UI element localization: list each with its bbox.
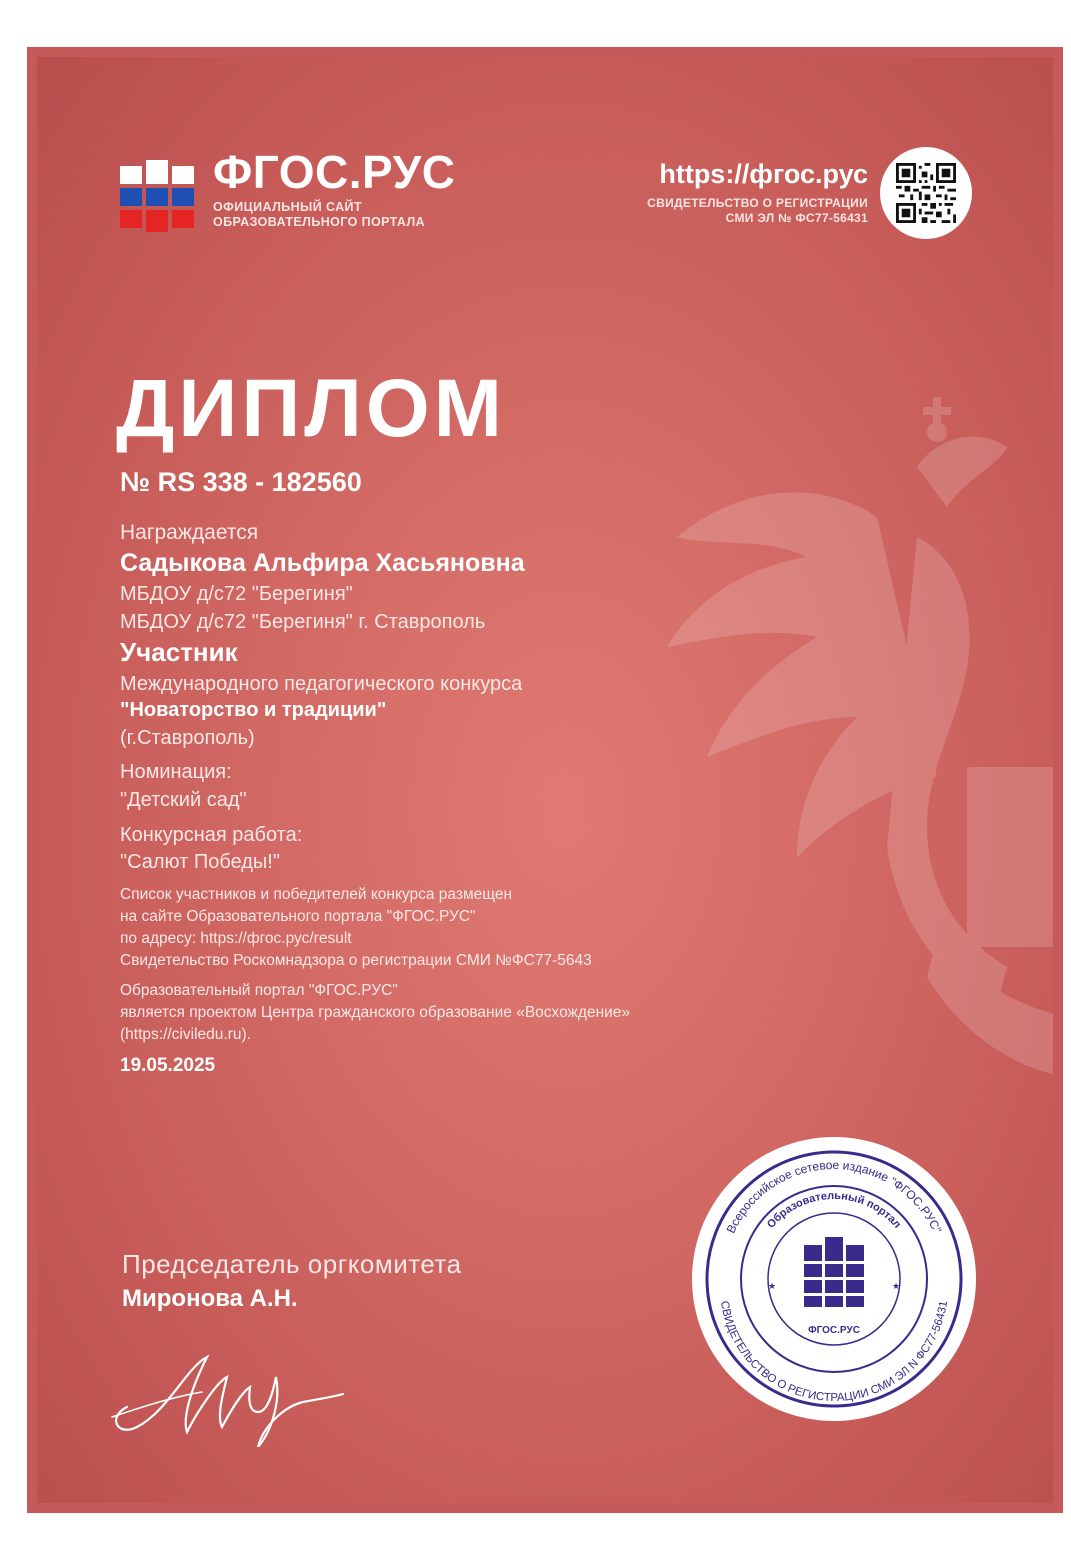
organization-line2: МБДОУ д/с72 "Берегиня" г. Ставрополь (120, 611, 486, 633)
stamp-inner-top-path: Образовательный портал (764, 1189, 904, 1231)
diploma-frame (27, 47, 1063, 1513)
portal-line3: (https://civiledu.ru). (120, 1026, 251, 1043)
chair-name: Миронова А.Н. (122, 1285, 298, 1312)
stamp-icon (692, 1137, 976, 1421)
stamp-ring-bottom-text (718, 1300, 950, 1404)
logo-subtitle-line2: ОБРАЗОВАТЕЛЬНОГО ПОРТАЛА (213, 215, 426, 229)
eagle-watermark-icon (637, 337, 1053, 1117)
awarded-label: Награждается (120, 521, 259, 544)
info-line2: на сайте Образовательного портала "ФГОС.РУС" (120, 908, 476, 925)
contest-line1: Международного педагогического конкурса (120, 673, 523, 695)
nomination-label: Номинация: (120, 761, 232, 783)
info-line1: Список участников и победителей конкурса размещен (120, 886, 513, 903)
registration-info (647, 196, 868, 226)
issue-date: 19.05.2025 (120, 1055, 216, 1076)
logo-subtitle-line1: ОФИЦИАЛЬНЫЙ САЙТ (213, 200, 362, 214)
info-line3: по адресу: https://фгос.рус/result (120, 930, 352, 947)
stamp-center-label: ФГОС.РУС (808, 1325, 860, 1336)
portal-line1: Образовательный портал "ФГОС.РУС" (120, 982, 398, 999)
stamp-building-icon (804, 1237, 864, 1307)
qr-code-icon (896, 163, 956, 223)
contest-location: (г.Ставрополь) (120, 727, 255, 749)
stamp-inner-top-text (765, 1190, 903, 1231)
diploma-number: № RS 338 - 182560 (120, 467, 362, 497)
registration-line2: СМИ ЭЛ № ФС77-56431 (725, 211, 868, 225)
contest-name: "Новаторство и традиции" (120, 699, 387, 721)
site-url[interactable]: https://фгос.рус (659, 159, 868, 189)
qr-badge[interactable] (880, 147, 972, 239)
recipient-name: Садыкова Альфира Хасьяновна (120, 549, 525, 577)
stamp-star-left-icon: ★ (767, 1281, 777, 1291)
organization-line1: МБДОУ д/с72 "Берегиня" (120, 583, 353, 605)
info-line4: Свидетельство Роскомнадзора о регистрации СМИ №ФС77-5643 (120, 952, 592, 969)
diploma-card (37, 57, 1053, 1503)
official-stamp (692, 1137, 976, 1421)
portal-line2: является проектом Центра гражданского образование «Восхождение» (120, 1004, 631, 1021)
registration-line1: СВИДЕТЕЛЬСТВО О РЕГИСТРАЦИИ (647, 196, 868, 210)
nomination-value: "Детский сад" (120, 789, 247, 811)
diploma-title: ДИПЛОМ (116, 363, 506, 454)
logo-title: ФГОС.РУС (213, 146, 456, 198)
work-value: "Салют Победы!" (120, 851, 280, 873)
fgos-logo-icon (118, 156, 196, 234)
work-label: Конкурсная работа: (120, 824, 303, 846)
logo-subtitle (213, 200, 425, 230)
chair-title: Председатель оргкомитета (122, 1249, 462, 1279)
stamp-star-right-icon: ★ (891, 1281, 901, 1291)
stamp-ring-bottom-path: СВИДЕТЕЛЬСТВО О РЕГИСТРАЦИИ СМИ ЭЛ N ФС77-56431 (717, 1300, 951, 1405)
stamp-ring-top-path: Всероссийское сетевое издание "ФГОС.РУС" (723, 1157, 945, 1236)
recipient-role: Участник (120, 637, 238, 667)
signature-icon (107, 1317, 357, 1447)
